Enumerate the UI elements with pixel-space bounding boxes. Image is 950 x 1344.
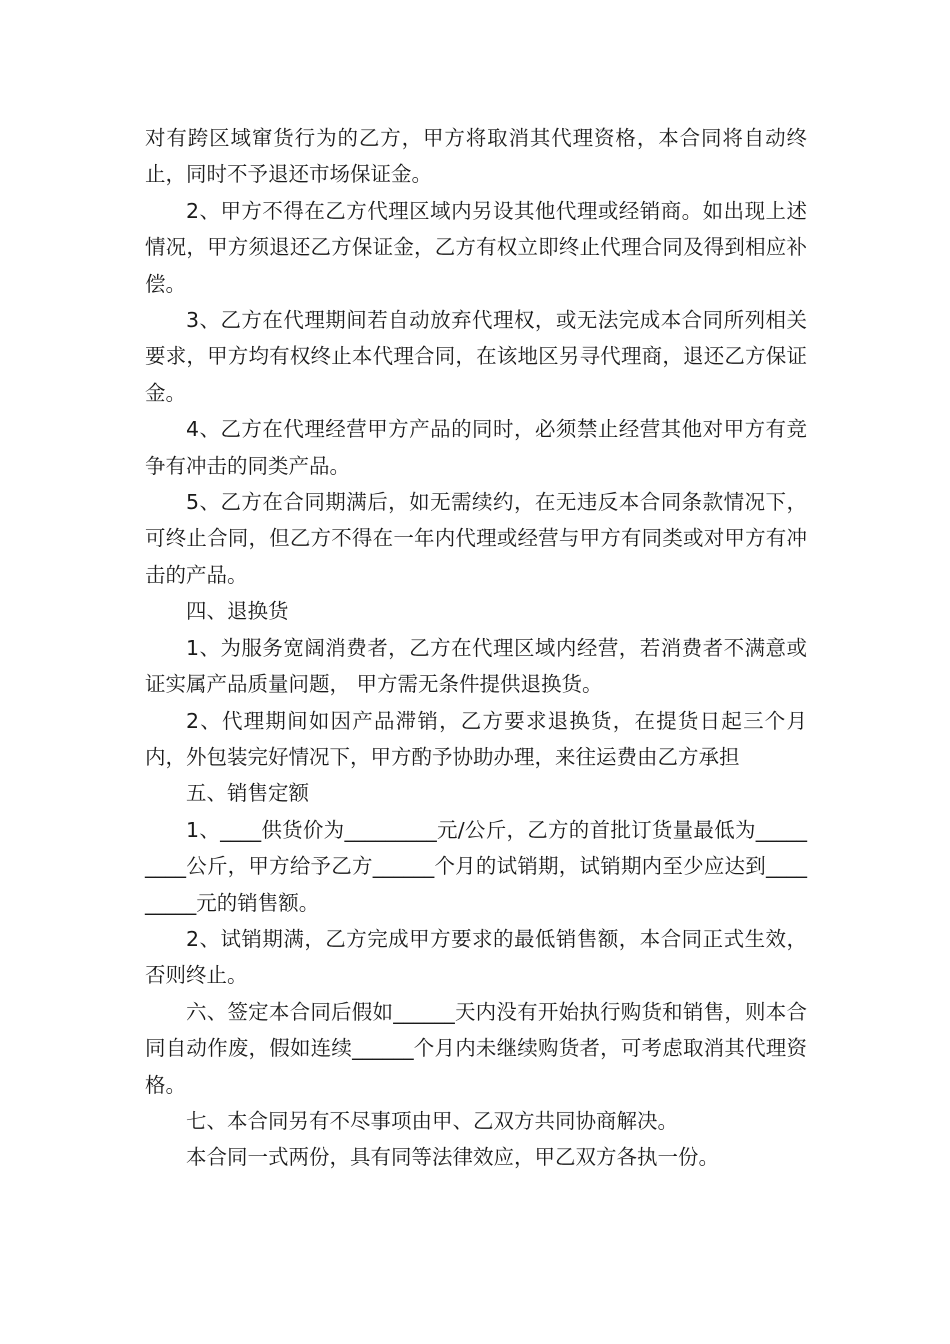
paragraph-quota-2: 2、试销期满，乙方完成甲方要求的最低销售额，本合同正式生效，否则终止。 (145, 926, 807, 988)
paragraph-quota-1: 1、____供货价为_________元/公斤，乙方的首批订货量最低为_________公斤，甲方给予乙方______个月的试销期，试销期内至少应达到_________元的销售额。 (145, 817, 807, 915)
section-heading-returns: 四、退换货 (186, 599, 289, 624)
section-seven: 七、本合同另有不尽事项由甲、乙双方共同协商解决。 (186, 1108, 678, 1133)
paragraph-clause-3: 3、乙方在代理期间若自动放弃代理权，或无法完成本合同所列相关要求，甲方均有权终止本代理合同，在该地区另寻代理商，退还乙方保证金。 (145, 308, 807, 405)
section-six: 六、签定本合同后假如______天内没有开始执行购货和销售，则本合同自动作废，假如连续______个月内未继续购货者，可考虑取消其代理资格。 (145, 999, 807, 1097)
paragraph-clause-2: 2、甲方不得在乙方代理区域内另设其他代理或经销商。如出现上述情况，甲方须退还乙方保证金，乙方有权立即终止代理合同及得到相应补偿。 (145, 198, 807, 296)
paragraph-continuation: 对有跨区域窜货行为的乙方，甲方将取消其代理资格，本合同将自动终止，同时不予退还市场保证金。 (145, 126, 807, 187)
paragraph-returns-2: 2、代理期间如因产品滞销，乙方要求退换货，在提货日起三个月内，外包装完好情况下，甲方酌予协助办理，来往运费由乙方承担 (145, 708, 807, 769)
document-body (145, 120, 807, 1176)
paragraph-returns-1: 1、为服务宽阔消费者，乙方在代理区域内经营，若消费者不满意或证实属产品质量问题， 甲方需无条件提供退换货。 (145, 635, 807, 697)
section-heading-sales-quota: 五、销售定额 (186, 781, 309, 806)
paragraph-clause-4: 4、乙方在代理经营甲方产品的同时，必须禁止经营其他对甲方有竞争有冲击的同类产品。 (145, 417, 807, 478)
paragraph-clause-5: 5、乙方在合同期满后，如无需续约，在无违反本合同条款情况下，可终止合同，但乙方不得在一年内代理或经营与甲方有同类或对甲方有冲击的产品。 (145, 490, 807, 587)
closing-paragraph: 本合同一式两份，具有同等法律效应，甲乙双方各执一份。 (186, 1145, 719, 1170)
